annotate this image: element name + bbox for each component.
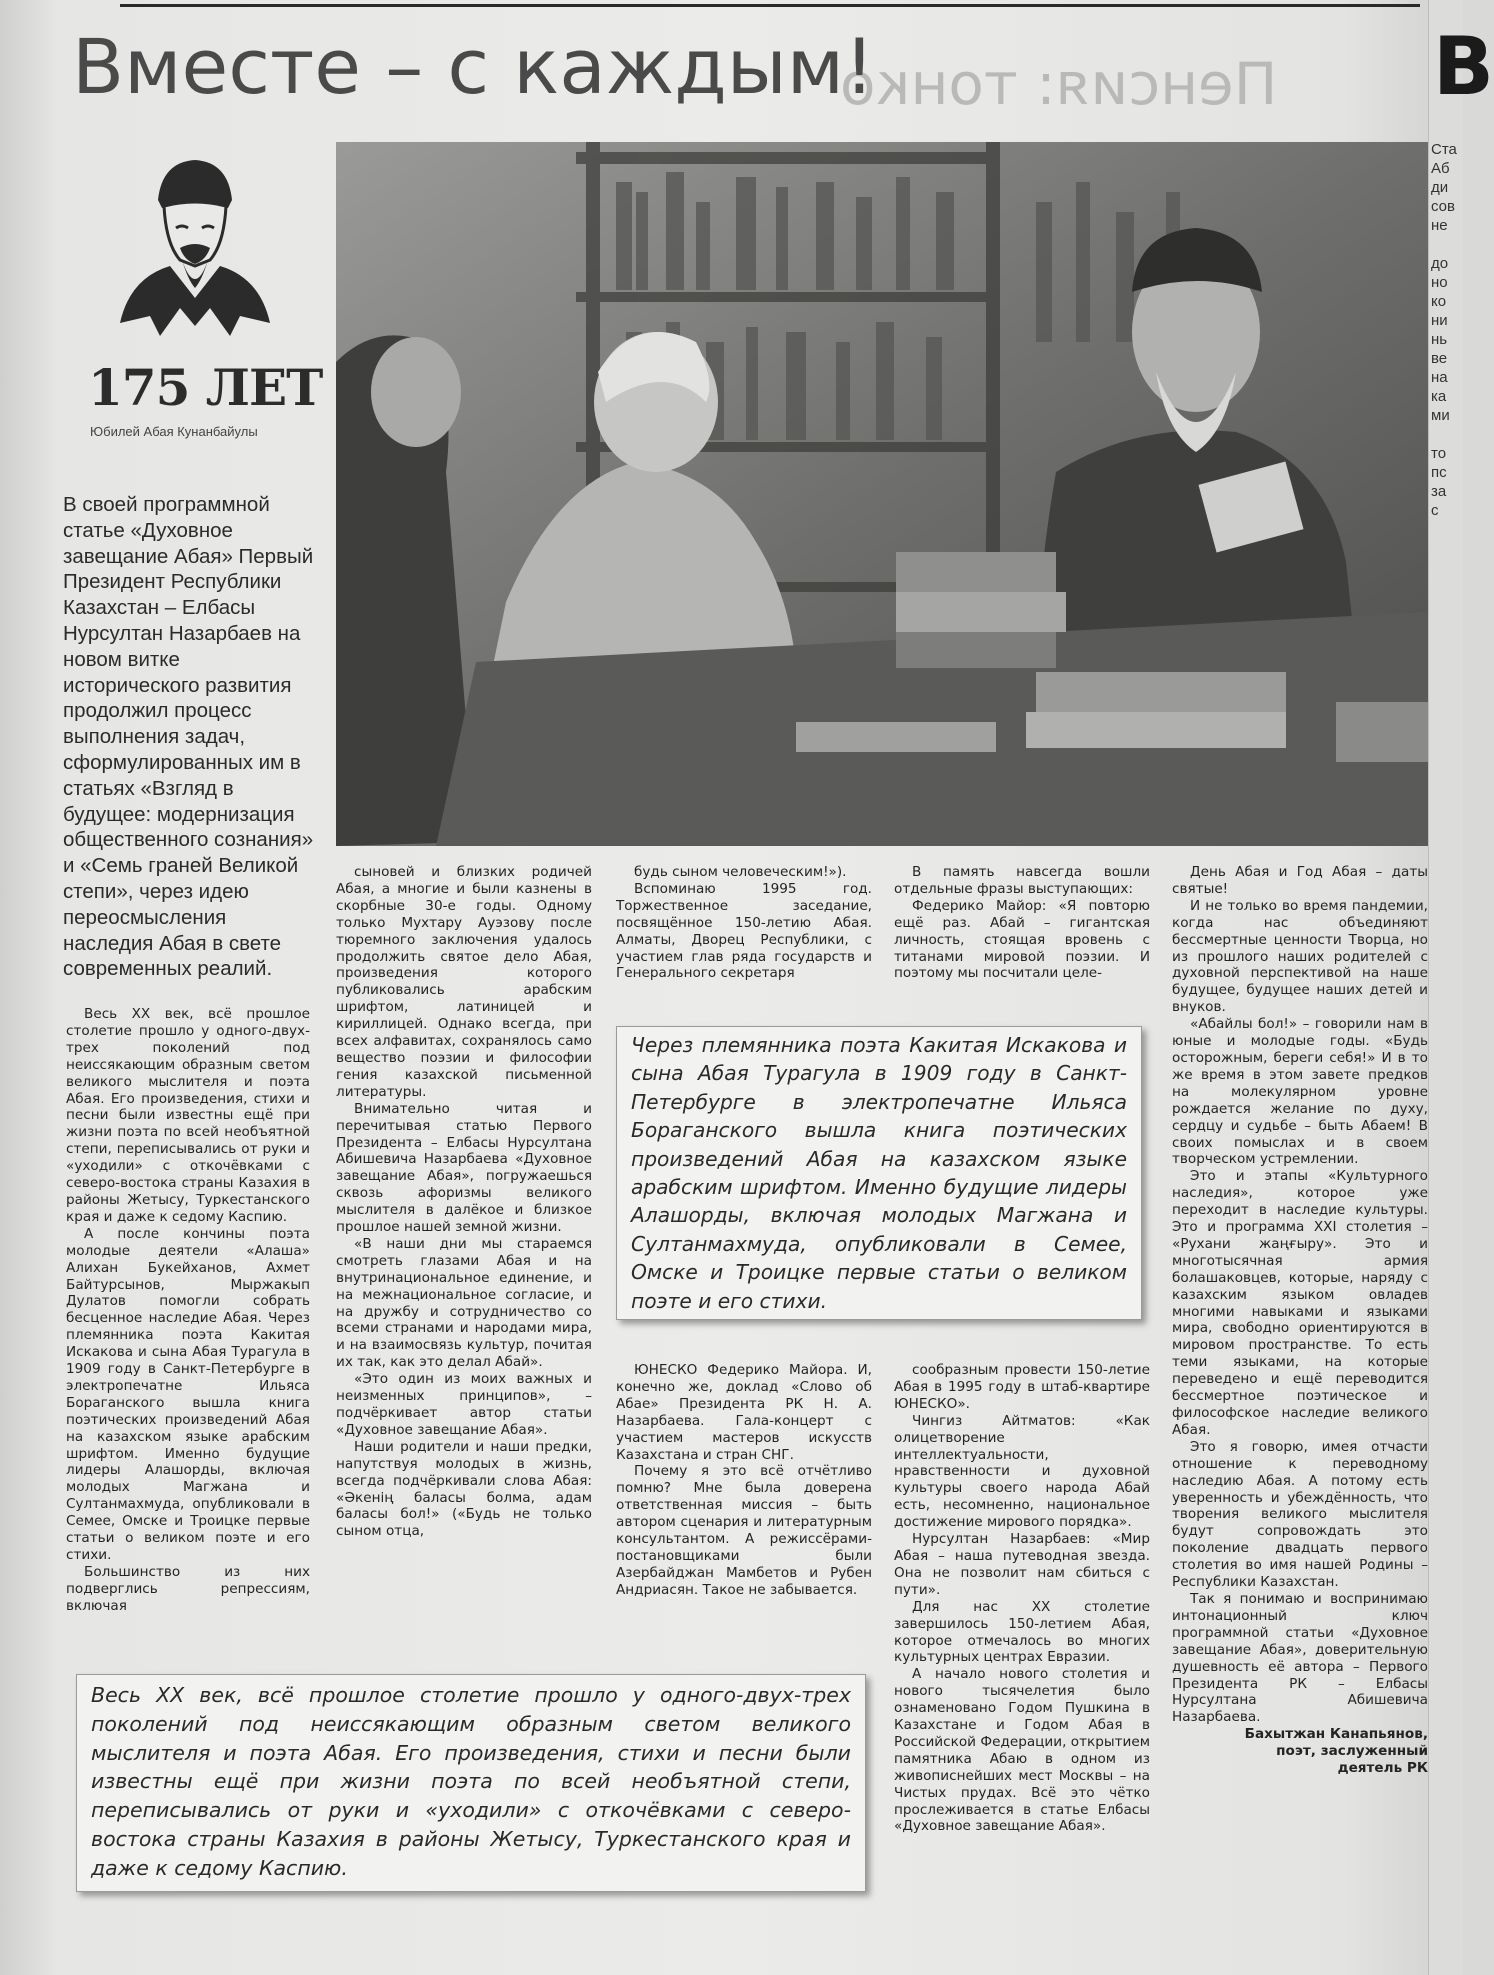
paragraph: ЮНЕСКО Федерико Майора. И, конечно же, доклад «Слово об Абае» Президента РК Н. А. Назарбаева. Гала-концерт с участием мастеров искусств Казахстана и стран СНГ. xyxy=(616,1362,872,1463)
next-page-letter: В xyxy=(1433,20,1494,113)
abai-portrait-icon xyxy=(110,148,280,348)
paragraph: «Это один из моих важных и неизменных принципов», – подчёркивает автор статьи «Духовное завещание Абая». xyxy=(336,1371,592,1438)
next-page-fragment: ни xyxy=(1431,312,1448,329)
next-page-fragment: ка xyxy=(1431,388,1447,405)
article-column-2 xyxy=(336,864,592,1540)
paragraph: День Абая и Год Абая – даты святые! xyxy=(1172,864,1428,897)
paragraph: сыновей и близких родичей Абая, а многие и были казнены в скорбные 30-е годы. Одному только Мухтару Ауэзову после тюремного заключения удалось продолжить святое дело Абая, произведения которого публиковались арабским шрифтом, латиницей и кириллицей. Однако всегда, при всех алфавитах, сохранялось само вещество поэзии и философии гения казахской письменной литературы. xyxy=(336,864,592,1100)
next-page-strip xyxy=(1428,0,1494,1975)
next-page-fragment: нь xyxy=(1431,331,1448,348)
paragraph: Весь XX век, всё прошлое столетие прошло у одного-двух-трех поколений под неиссякающим образным светом великого мыслителя и поэта Абая. Его произведения, стихи и песни были известны ещё при жизни поэта по всей необъятной степи, переписывались от руки и «уходили» с откочёвками с северо-востока страны Казахия в районы Жетысу, Туркестанского края и даже к седому Каспию. xyxy=(66,1006,310,1225)
paragraph: Нурсултан Назарбаев: «Мир Абая – наша путеводная звезда. Она не позволит нам сбиться с пути». xyxy=(894,1531,1150,1598)
paragraph: Это я говорю, имея отчасти отношение к переводному наследию Абая. А потому есть уверенность и убеждённость, что творения великого мыслителя будут сопровождать это поколение двадцать первого столетия во имя нашей Родины – Республики Казахстан. xyxy=(1172,1438,1428,1591)
article-column-3-bottom xyxy=(616,1362,872,1599)
paragraph: будь сыном человеческим!»). xyxy=(634,864,847,880)
author-signature: деятель РК xyxy=(1337,1760,1428,1777)
next-page-fragment: за xyxy=(1431,483,1447,500)
paragraph: Так я понимаю и воспринимаю интонационный ключ программной статьи «Духовное завещание Абая», доверительную душевность её автора – Первого Президента РК – Елбасы Нурсултана Абишевича Назарбаева. xyxy=(1172,1590,1428,1726)
next-page-fragment: с xyxy=(1431,502,1439,519)
next-page-fragment: на xyxy=(1431,369,1448,386)
next-page-fragment: ми xyxy=(1431,407,1450,424)
anniversary-subtitle: Юбилей Абая Кунанбайулы xyxy=(90,424,258,439)
lead-paragraph: В своей программной статье «Духовное завещание Абая» Первый Президент Республики Казахстан – Елбасы Нурсултан Назарбаев на новом витке исторического развития продолжил процесс выполнения задач, сформулированных им в статьях «Взгляд в будущее: модернизация общественного сознания» и «Семь граней Великой степи», через идею переосмысления наследия Абая в свете современных реалий. xyxy=(63,493,314,981)
article-column-3-top xyxy=(616,864,872,982)
pull-quote-2: Весь XX век, всё прошлое столетие прошло у одного-двух-трех поколений под неиссякающим образным светом великого мыслителя и поэта Абая. Его произведения, стихи и песни были известны ещё при жизни поэта по всей необъятной степи, переписывались от руки и «уходили» с откочёвками с северо-востока страны Казахия в районы Жетысу, Туркестанского края и даже к седому Каспию. xyxy=(76,1674,866,1892)
next-page-fragment xyxy=(1431,425,1457,444)
paragraph: Федерико Майор: «Я повторю ещё раз. Абай – гигантская личность, стоящая вровень с титанами мировой поэзии. И поэтому мы посчитали целе- xyxy=(894,897,1150,982)
anniversary-years: 175 ЛЕТ xyxy=(88,358,323,417)
next-page-fragment: ко xyxy=(1431,293,1447,310)
next-page-fragment: ди xyxy=(1431,179,1449,196)
author-signature: поэт, заслуженный xyxy=(1276,1743,1428,1760)
headline: Вместе – с каждым! xyxy=(72,22,875,111)
paragraph: сообразным провести 150-летие Абая в 1995 году в штаб-квартире ЮНЕСКО». xyxy=(894,1362,1150,1412)
article-column-1 xyxy=(66,1006,310,1615)
next-page-fragment xyxy=(1431,235,1457,254)
paragraph: Чингиз Айтматов: «Как олицетворение интеллектуальности, нравственности и духовной культуры своего народа Абай есть, несомненно, национальное достижение мирового порядка». xyxy=(894,1412,1150,1531)
next-page-fragment: пс xyxy=(1431,464,1447,481)
paragraph: Наши родители и наши предки, напутствуя молодых в жизнь, всегда подчёркивали слова Абая: «Әкенің баласы болма, адам баласы бол!» («Будь не только сыном отца, xyxy=(336,1438,592,1540)
paragraph: Внимательно читая и перечитывая статью Первого Президента – Елбасы Нурсултана Абишевича Назарбаева «Духовное завещание Абая», погружаешься сквозь афоризмы великого мыслителя в далёкое и близкое прошлое нашей земной жизни. xyxy=(336,1100,592,1236)
next-page-fragment: Аб xyxy=(1431,160,1450,177)
paragraph: А начало нового столетия и нового тысячелетия было ознаменовано Годом Пушкина в Казахстане и Годом Абая в Российской Федерации, открытием памятника Абаю в одном из живописнейших мест Москвы – на Чистых прудах. Всё это чётко прослеживается в статье Елбасы «Духовное завещание Абая». xyxy=(894,1666,1150,1835)
paragraph: Почему я это всё отчётливо помню? Мне была доверена ответственная миссия – быть автором сценария и литературным консультантом. А режиссёрами-постановщиками были Азербайджан Мамбетов и Рубен Андриасян. Такое не забывается. xyxy=(616,1463,872,1598)
top-rule xyxy=(120,4,1420,7)
illustration-abai-library xyxy=(336,142,1428,846)
paragraph: Вспоминаю 1995 год. Торжественное заседание, посвящённое 150-летию Абая. Алматы, Дворец Республики, с участием глав ряда государств и Генерального секретаря xyxy=(616,880,872,982)
next-page-fragment: ве xyxy=(1431,350,1448,367)
next-page-fragment: Ста xyxy=(1431,141,1457,158)
bleed-through-headline: Пенсия: тонко xyxy=(840,50,1278,118)
paragraph: В память навсегда вошли отдельные фразы выступающих: xyxy=(894,864,1150,897)
article-column-5 xyxy=(1172,864,1428,1777)
next-page-fragment: то xyxy=(1431,445,1447,462)
paragraph: «В наши дни мы стараемся смотреть глазами Абая и на внутринациональное единение, и на межнациональное согласие, и на дружбу и сотрудничество со всеми странами и народами мира, и на взаимосвязь культур, почитая их так, как это делал Абай». xyxy=(336,1235,592,1371)
next-page-fragment: не xyxy=(1431,217,1448,234)
paragraph: Для нас XX столетие завершилось 150-летием Абая, которое отмечалось во многих культурных центрах Евразии. xyxy=(894,1598,1150,1666)
author-signature: Бахытжан Канапьянов, xyxy=(1244,1726,1428,1743)
paragraph: Это и этапы «Культурного наследия», которое уже переходит в наследие культуры. Это и программа XXI столетия – «Рухани жаңғыру». Это и многотысячная армия болашаковцев, которые, наряду с казахским языком овладев многими навыками и языками мира, свободно ориентируются в мировом пространстве. То есть теми языками, на которые переведено и ещё переводится бессмертное поэтическое и философское наследие великого Абая. xyxy=(1172,1168,1428,1438)
paragraph: И не только во время пандемии, когда нас объединяют бессмертные ценности Творца, но из прошлого наших родителей с духовной перспективой на наше будущее, будущее наших детей и внуков. xyxy=(1172,897,1428,1016)
article-column-4-bottom xyxy=(894,1362,1150,1835)
next-page-fragment: до xyxy=(1431,255,1449,272)
paragraph: А после кончины поэта молодые деятели «Алаша» Алихан Букейханов, Ахмет Байтурсынов, Мыржакып Дулатов помогли собрать бесценное наследие Абая. Через племянника поэта Какитая Искакова и сына Абая Турагула в 1909 году в Санкт-Петербурге в электропечатне Ильяса Бораганского вышла книга поэтических произведений Абая на казахском языке арабским шрифтом. Именно будущие лидеры Алашорды, включая молодых Магжана и Султанмахмуда, опубликовали в Семее, Омске и Троицке первые статьи о великом поэте и его стихи. xyxy=(66,1225,310,1563)
next-page-fragments xyxy=(1431,140,1457,520)
pull-quote-1: Через племянника поэта Какитая Искакова и сына Абая Турагула в 1909 году в Санкт-Петербурге в электропечатне Ильяса Бораганского вышла книга поэтических произведений Абая на казахском языке арабским шрифтом. Именно будущие лидеры Алашорды, включая молодых Магжана и Султанмахмуда, опубликовали в Семее, Омске и Троицке первые статьи о великом поэте и его стихи. xyxy=(616,1026,1142,1320)
next-page-fragment: сов xyxy=(1431,198,1455,215)
article-column-4-top xyxy=(894,864,1150,982)
paragraph: «Абайлы бол!» – говорили нам в юные и молодые годы. «Будь осторожным, береги себя!» И в то же время в этом завете предков на молекулярном уровне рождается желание по духу, сердцу и судьбе – быть Абаем! В своих помыслах и в своем творческом устремлении. xyxy=(1172,1016,1428,1168)
paragraph: Большинство из них подверглись репрессиям, включая xyxy=(66,1563,310,1614)
next-page-fragment: но xyxy=(1431,274,1448,291)
